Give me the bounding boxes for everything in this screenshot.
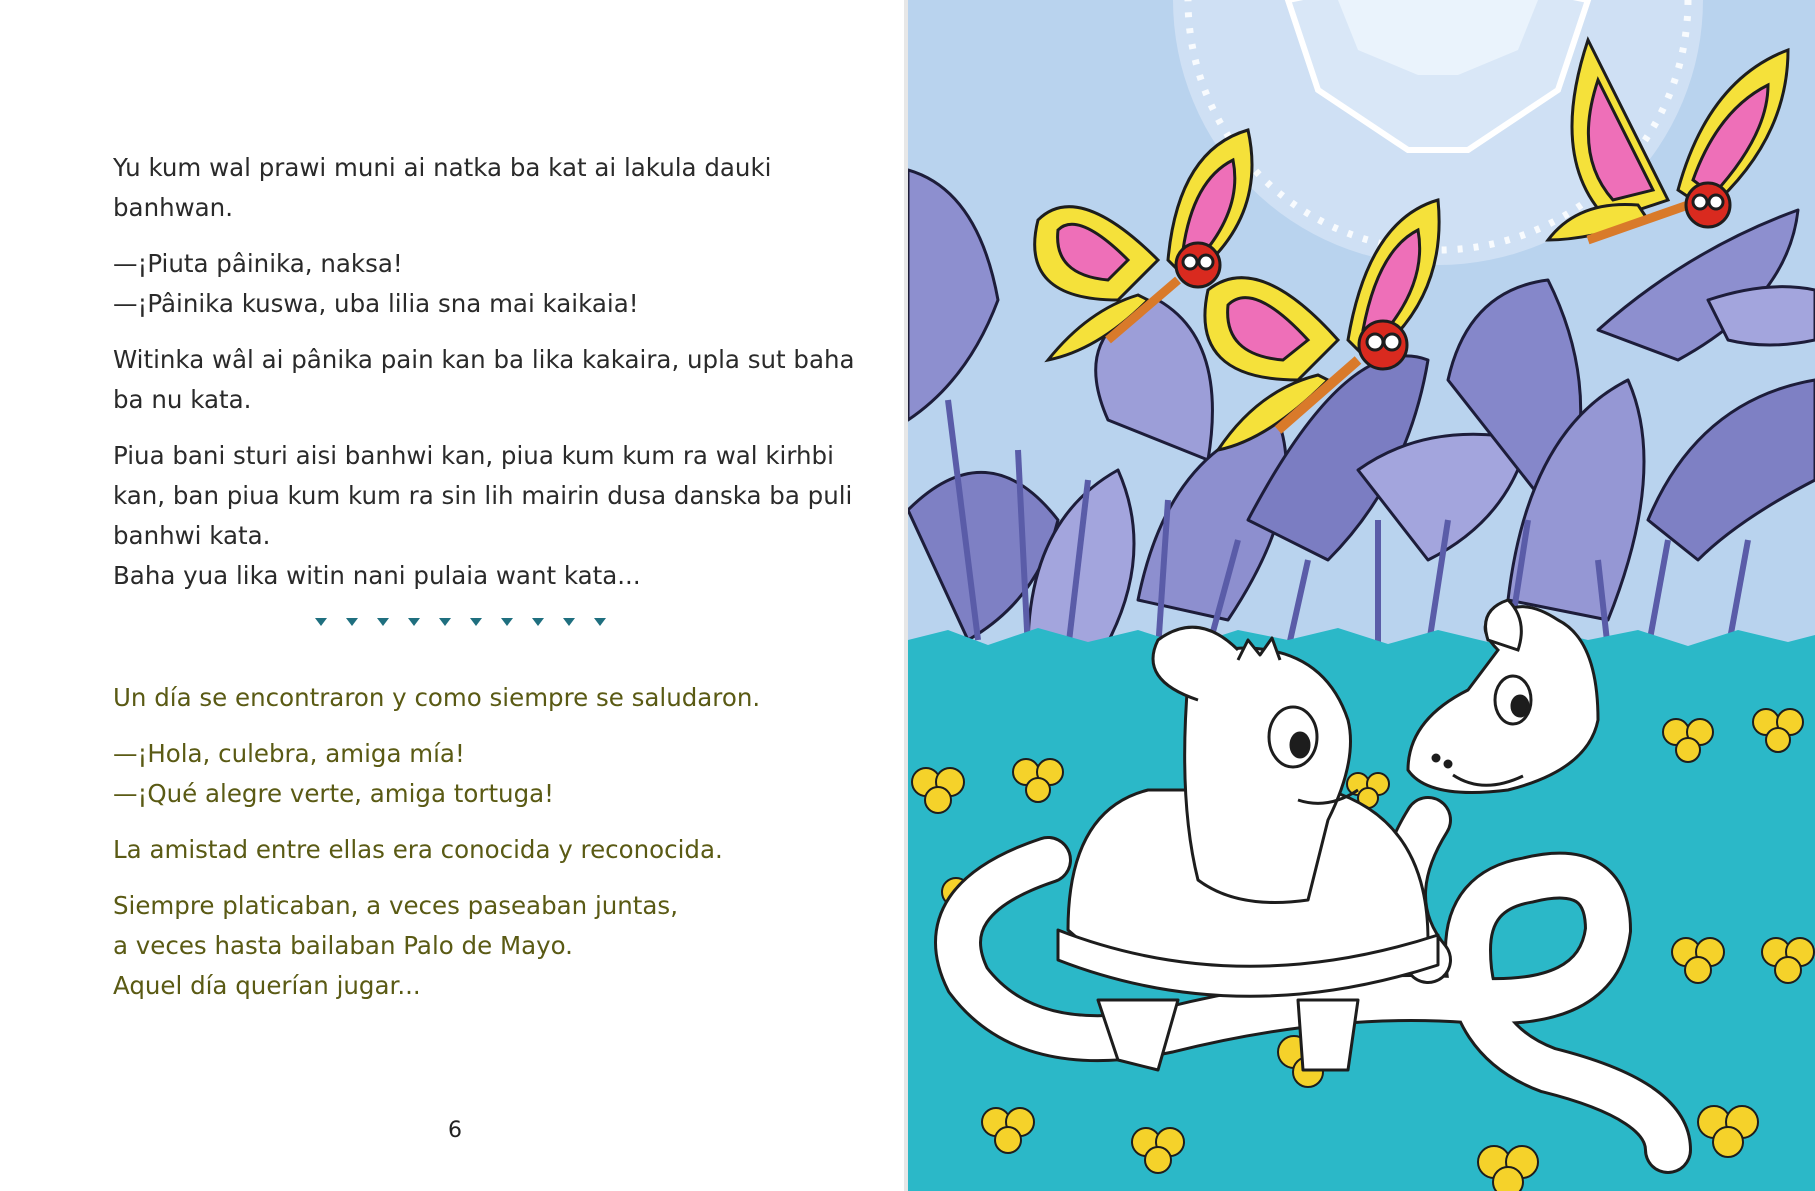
illustration-canvas [908, 0, 1815, 1191]
miskito-line: Piua bani sturi aisi banhwi kan, piua kum kum ra wal kirhbi [113, 441, 834, 470]
miskito-line: Yu kum wal prawi muni ai natka ba kat ai lakula dauki banhwan. [113, 153, 772, 222]
spanish-line: —¡Qué alegre verte, amiga tortuga! [113, 779, 554, 808]
miskito-text [113, 148, 873, 596]
miskito-line: —¡Piuta pâinika, naksa! [113, 249, 403, 278]
miskito-line: ba nu kata. [113, 385, 252, 414]
spanish-line: —¡Hola, culebra, amiga mía! [113, 739, 465, 768]
spanish-line: a veces hasta bailaban Palo de Mayo. [113, 931, 573, 960]
spanish-line: Aquel día querían jugar... [113, 971, 421, 1000]
page-number: 6 [448, 1118, 462, 1143]
spanish-line: Siempre platicaban, a veces paseaban juntas, [113, 891, 678, 920]
left-page [0, 0, 906, 1191]
section-divider [313, 616, 613, 628]
miskito-line: Baha yua lika witin nani pulaia want kata... [113, 561, 641, 590]
spanish-text [113, 678, 873, 1006]
spanish-line: La amistad entre ellas era conocida y reconocida. [113, 835, 723, 864]
illustration [908, 0, 1815, 1191]
miskito-line: banhwi kata. [113, 521, 271, 550]
miskito-line: —¡Pâinika kuswa, uba lilia sna mai kaikaia! [113, 289, 639, 318]
miskito-line: Witinka wâl ai pânika pain kan ba lika kakaira, upla sut baha [113, 345, 855, 374]
spanish-line: Un día se encontraron y como siempre se saludaron. [113, 683, 761, 712]
miskito-line: kan, ban piua kum kum ra sin lih mairin dusa danska ba puli [113, 481, 853, 510]
